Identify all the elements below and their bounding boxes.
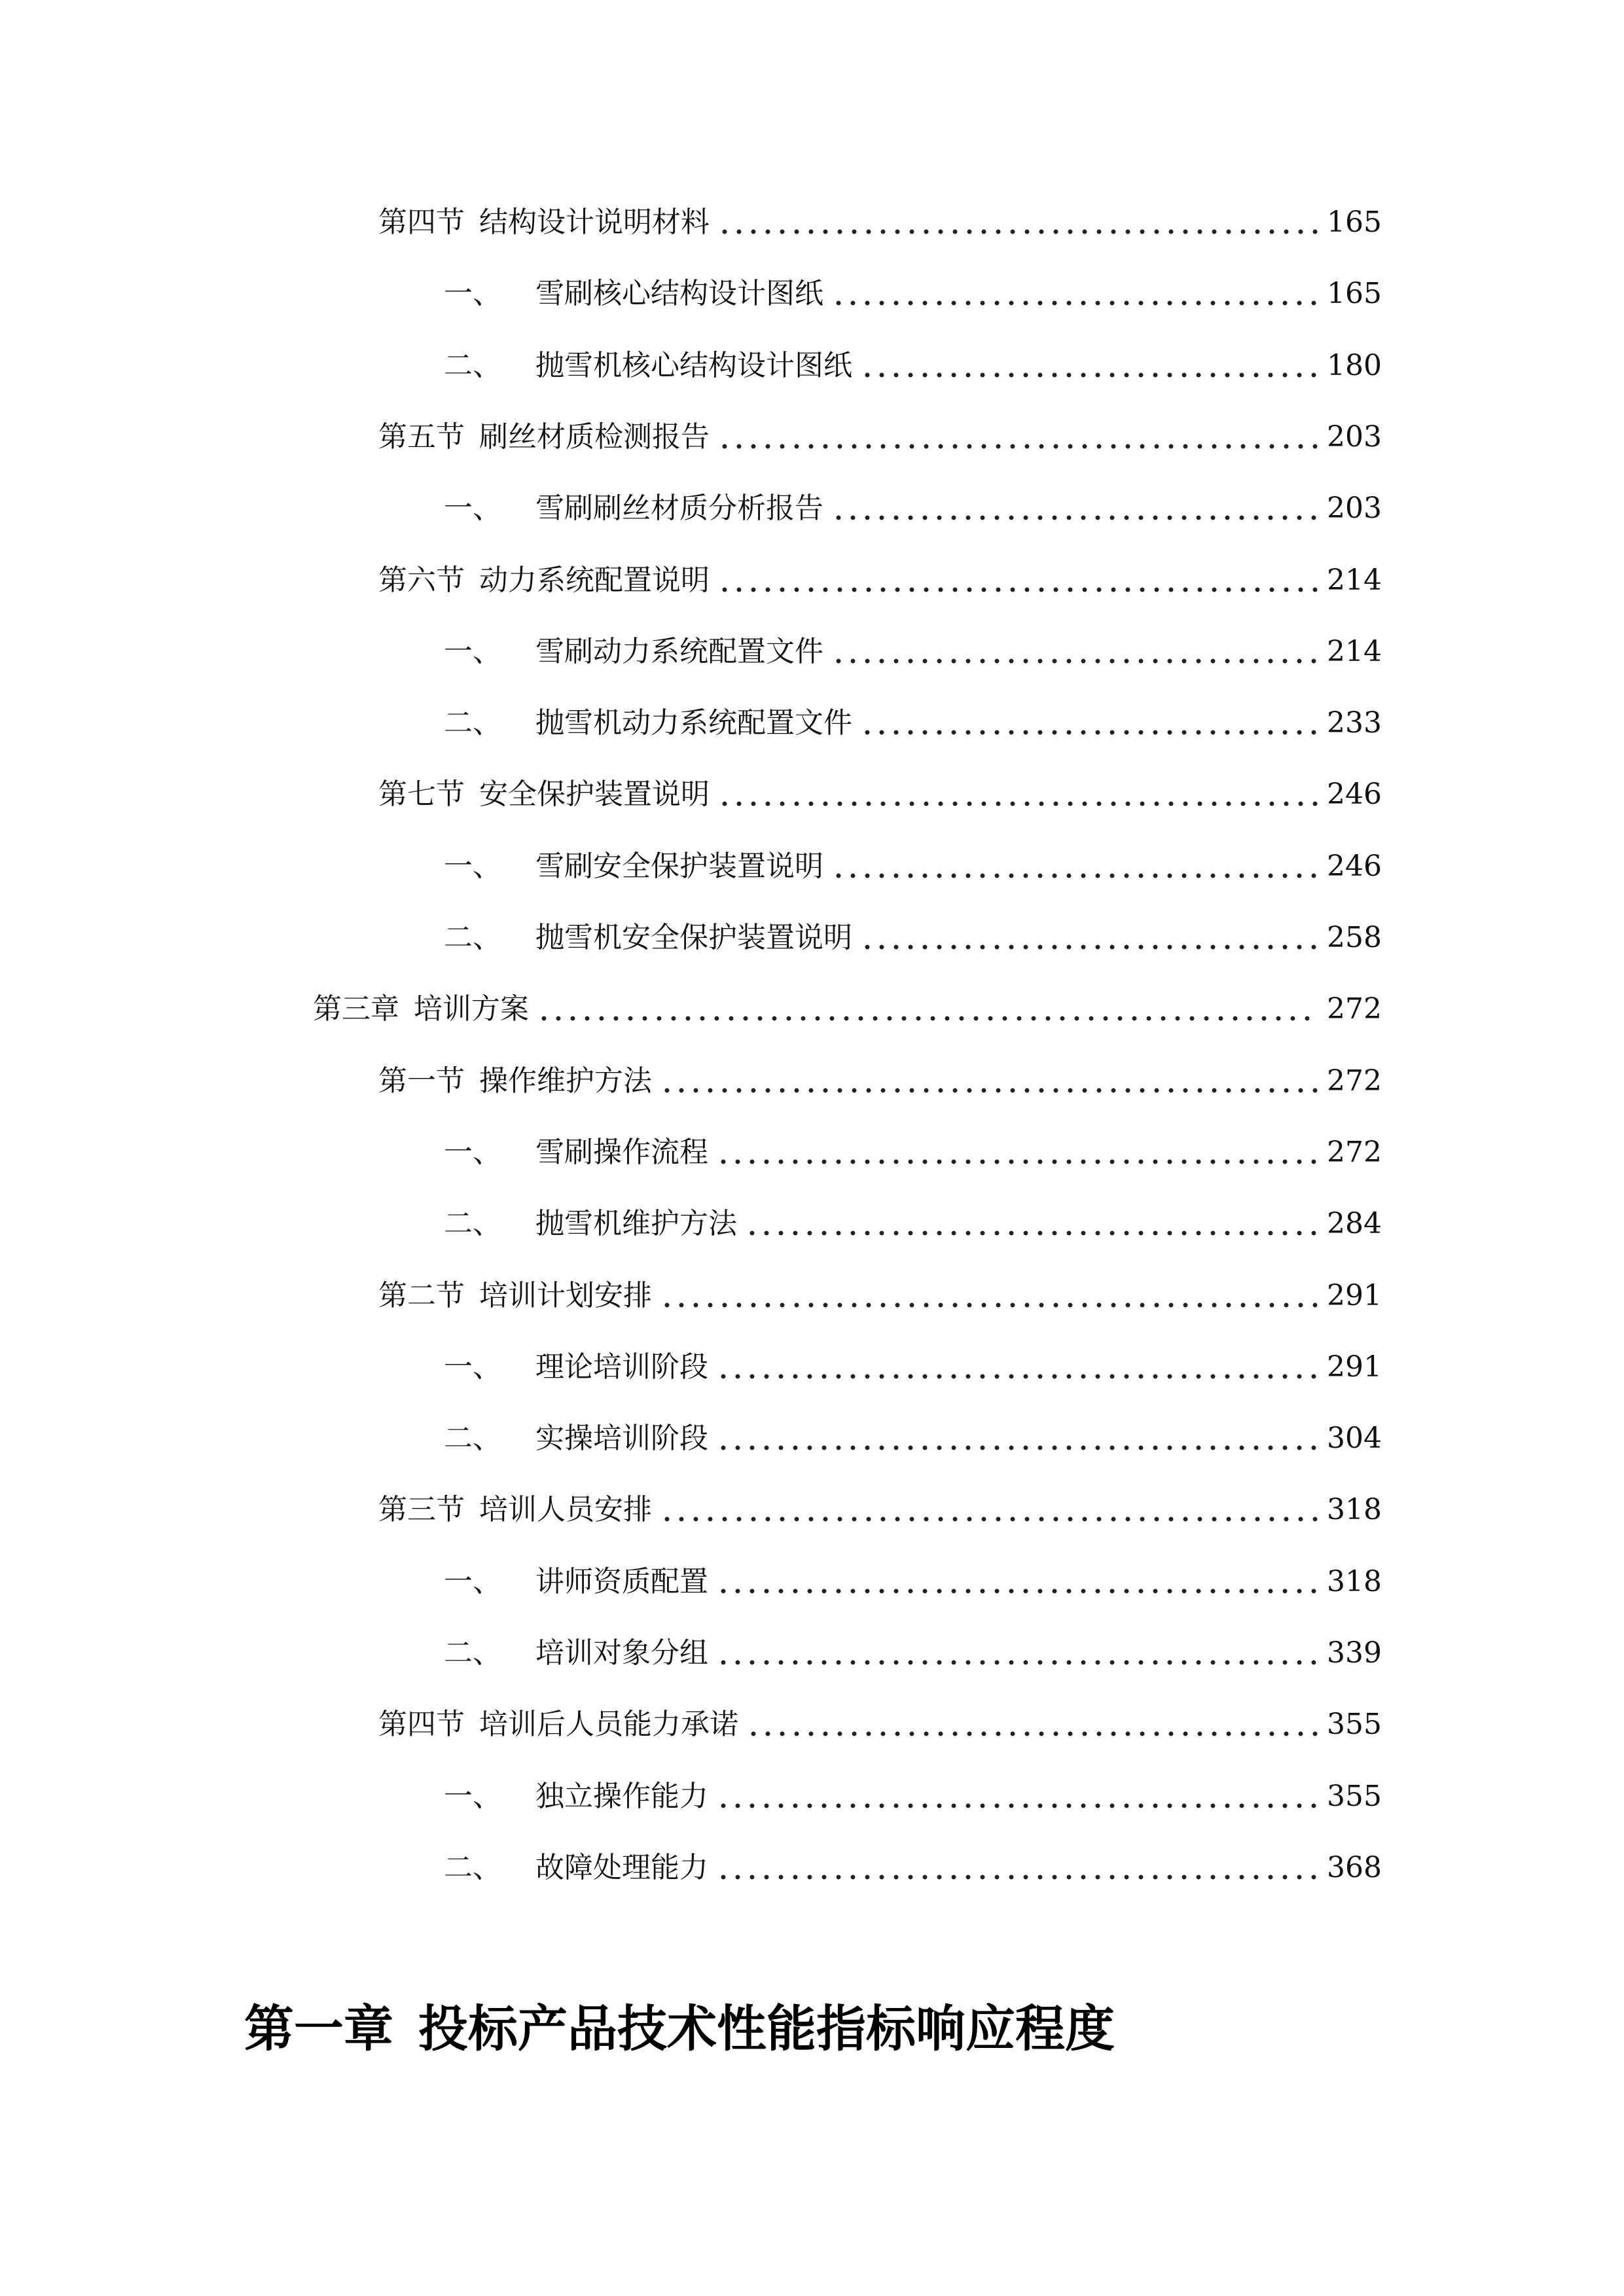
toc-entry[interactable] bbox=[444, 1764, 1382, 1816]
toc-dot-leader bbox=[660, 1062, 1318, 1101]
toc-dot-leader bbox=[831, 847, 1318, 886]
toc-dot-leader bbox=[746, 1705, 1318, 1744]
toc-entry-number: 二、 bbox=[444, 1636, 501, 1670]
toc-dot-leader bbox=[716, 1848, 1318, 1888]
toc-entry-page-number: 272 bbox=[1327, 1136, 1382, 1169]
toc-entry[interactable] bbox=[378, 548, 1382, 600]
toc-entry-title: 独立操作能力 bbox=[535, 1780, 708, 1813]
toc-entry-page-number: 355 bbox=[1327, 1708, 1382, 1741]
toc-entry-number: 二、 bbox=[444, 349, 501, 382]
toc-entry-page-number: 272 bbox=[1327, 992, 1382, 1026]
chapter-heading-title: 投标产品技术性能指标响应程度 bbox=[418, 2000, 1115, 2058]
toc-entry-number: 二、 bbox=[444, 1851, 501, 1884]
toc-entry-number: 第六节 bbox=[378, 564, 465, 597]
toc-dot-leader bbox=[717, 561, 1318, 600]
toc-entry[interactable] bbox=[444, 476, 1382, 528]
toc-entry[interactable] bbox=[444, 261, 1382, 314]
toc-entry-title: 培训对象分组 bbox=[535, 1636, 708, 1670]
toc-dot-leader bbox=[660, 1490, 1318, 1530]
toc-entry-title: 刷丝材质检测报告 bbox=[479, 420, 710, 454]
toc-entry[interactable] bbox=[444, 1406, 1382, 1458]
toc-entry-page-number: 203 bbox=[1327, 492, 1382, 525]
toc-entry[interactable] bbox=[378, 1049, 1382, 1101]
toc-entry-page-number: 318 bbox=[1327, 1565, 1382, 1598]
toc-entry[interactable] bbox=[378, 762, 1382, 814]
toc-entry-title: 培训计划安排 bbox=[479, 1279, 652, 1312]
toc-dot-leader bbox=[537, 990, 1318, 1029]
toc-entry[interactable] bbox=[378, 190, 1382, 242]
toc-entry-page-number: 233 bbox=[1327, 706, 1382, 740]
toc-entry[interactable] bbox=[444, 333, 1382, 386]
toc-dot-leader bbox=[716, 1133, 1318, 1172]
toc-entry-title: 动力系统配置说明 bbox=[479, 564, 710, 597]
toc-entry-number: 第三节 bbox=[378, 1493, 465, 1526]
toc-dot-leader bbox=[716, 1634, 1318, 1673]
toc-entry-title: 实操培训阶段 bbox=[535, 1422, 708, 1455]
toc-entry-page-number: 214 bbox=[1327, 635, 1382, 668]
toc-entry-title: 抛雪机动力系统配置文件 bbox=[535, 706, 852, 740]
toc-dot-leader bbox=[717, 418, 1318, 457]
toc-entry[interactable] bbox=[378, 1263, 1382, 1316]
toc-dot-leader bbox=[860, 918, 1318, 958]
toc-entry-number: 第三章 bbox=[313, 992, 399, 1026]
toc-entry-number: 一、 bbox=[444, 277, 501, 310]
toc-entry[interactable] bbox=[444, 1191, 1382, 1244]
toc-entry-page-number: 368 bbox=[1327, 1851, 1382, 1884]
toc-entry[interactable] bbox=[313, 977, 1382, 1029]
toc-entry-title: 培训后人员能力承诺 bbox=[479, 1708, 738, 1741]
toc-entry-title: 雪刷刷丝材质分析报告 bbox=[535, 492, 823, 525]
toc-entry-title: 操作维护方法 bbox=[479, 1064, 652, 1098]
toc-entry[interactable] bbox=[444, 834, 1382, 886]
toc-entry-title: 抛雪机维护方法 bbox=[535, 1207, 737, 1240]
toc-entry-page-number: 339 bbox=[1327, 1636, 1382, 1670]
toc-dot-leader bbox=[716, 1419, 1318, 1458]
toc-entry-number: 第四节 bbox=[378, 1708, 465, 1741]
toc-entry[interactable] bbox=[444, 1621, 1382, 1673]
toc-entry-title: 雪刷核心结构设计图纸 bbox=[535, 277, 823, 310]
chapter-heading-number: 第一章 bbox=[244, 2000, 393, 2058]
toc-dot-leader bbox=[717, 203, 1318, 242]
toc-dot-leader bbox=[745, 1204, 1318, 1244]
toc-entry-page-number: 214 bbox=[1327, 564, 1382, 597]
toc-entry-title: 理论培训阶段 bbox=[535, 1350, 708, 1384]
chapter-heading bbox=[244, 1996, 1115, 2062]
toc-entry-number: 第一节 bbox=[378, 1064, 465, 1098]
toc-entry-page-number: 165 bbox=[1327, 206, 1382, 239]
toc-dot-leader bbox=[716, 1777, 1318, 1816]
toc-entry-page-number: 246 bbox=[1327, 778, 1382, 811]
toc-entry[interactable] bbox=[444, 1120, 1382, 1172]
toc-dot-leader bbox=[831, 274, 1318, 314]
toc-entry-page-number: 318 bbox=[1327, 1493, 1382, 1526]
toc-entry-page-number: 355 bbox=[1327, 1780, 1382, 1813]
toc-entry-number: 一、 bbox=[444, 1136, 501, 1169]
toc-entry-title: 培训方案 bbox=[414, 992, 529, 1026]
toc-entry-page-number: 291 bbox=[1327, 1279, 1382, 1312]
toc-entry-number: 第四节 bbox=[378, 206, 465, 239]
toc-entry-title: 培训人员安排 bbox=[479, 1493, 652, 1526]
toc-dot-leader bbox=[716, 1348, 1318, 1387]
toc-dot-leader bbox=[717, 775, 1318, 814]
toc-entry-number: 一、 bbox=[444, 1565, 501, 1598]
toc-entry-page-number: 272 bbox=[1327, 1064, 1382, 1098]
toc-entry-title: 结构设计说明材料 bbox=[479, 206, 710, 239]
toc-entry-number: 一、 bbox=[444, 635, 501, 668]
toc-entry[interactable] bbox=[444, 905, 1382, 958]
toc-entry-title: 安全保护装置说明 bbox=[479, 778, 710, 811]
toc-entry[interactable] bbox=[444, 619, 1382, 672]
toc-entry-number: 二、 bbox=[444, 1207, 501, 1240]
toc-entry-page-number: 284 bbox=[1327, 1207, 1382, 1240]
toc-entry[interactable] bbox=[444, 1835, 1382, 1888]
toc-entry-title: 抛雪机安全保护装置说明 bbox=[535, 921, 852, 954]
toc-entry-title: 雪刷动力系统配置文件 bbox=[535, 635, 823, 668]
toc-dot-leader bbox=[860, 704, 1318, 743]
toc-dot-leader bbox=[831, 489, 1318, 528]
toc-entry[interactable] bbox=[378, 404, 1382, 457]
toc-entry[interactable] bbox=[378, 1477, 1382, 1530]
toc-entry-title: 讲师资质配置 bbox=[535, 1565, 708, 1598]
toc-entry-title: 抛雪机核心结构设计图纸 bbox=[535, 349, 852, 382]
toc-dot-leader bbox=[860, 346, 1318, 386]
toc-entry-page-number: 291 bbox=[1327, 1350, 1382, 1384]
toc-entry-title: 雪刷操作流程 bbox=[535, 1136, 708, 1169]
toc-entry-number: 第五节 bbox=[378, 420, 465, 454]
toc-dot-leader bbox=[660, 1276, 1318, 1316]
toc-entry-number: 第二节 bbox=[378, 1279, 465, 1312]
toc-dot-leader bbox=[831, 632, 1318, 672]
toc-entry-page-number: 165 bbox=[1327, 277, 1382, 310]
toc-entry-page-number: 246 bbox=[1327, 850, 1382, 883]
toc-entry[interactable] bbox=[444, 691, 1382, 743]
toc-entry-number: 一、 bbox=[444, 1780, 501, 1813]
toc-dot-leader bbox=[716, 1562, 1318, 1602]
toc-entry-page-number: 258 bbox=[1327, 921, 1382, 954]
toc-entry-number: 一、 bbox=[444, 1350, 501, 1384]
toc-entry-title: 雪刷安全保护装置说明 bbox=[535, 850, 823, 883]
toc-entry-page-number: 180 bbox=[1327, 349, 1382, 382]
toc-entry[interactable] bbox=[444, 1549, 1382, 1602]
toc-entry[interactable] bbox=[378, 1692, 1382, 1744]
toc-entry-number: 一、 bbox=[444, 492, 501, 525]
toc-entry-number: 一、 bbox=[444, 850, 501, 883]
toc-entry-number: 二、 bbox=[444, 921, 501, 954]
toc-entry-page-number: 203 bbox=[1327, 420, 1382, 454]
toc-entry-title: 故障处理能力 bbox=[535, 1851, 708, 1884]
toc-entry-number: 二、 bbox=[444, 1422, 501, 1455]
toc-entry-number: 第七节 bbox=[378, 778, 465, 811]
toc-entry[interactable] bbox=[444, 1335, 1382, 1387]
toc-entry-page-number: 304 bbox=[1327, 1422, 1382, 1455]
toc-entry-number: 二、 bbox=[444, 706, 501, 740]
